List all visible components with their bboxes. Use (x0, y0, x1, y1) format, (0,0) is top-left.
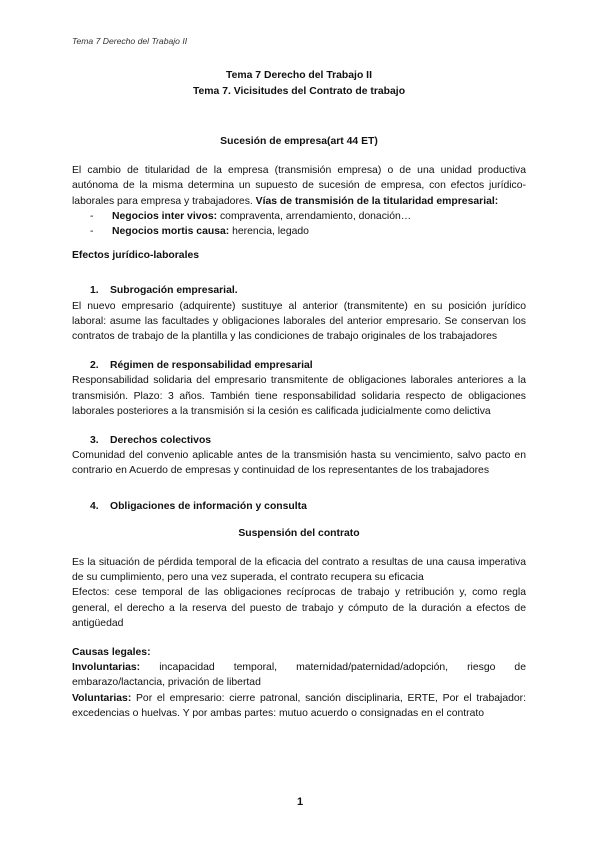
suspension-heading: Suspensión del contrato (238, 527, 360, 539)
via-text: herencia, legado (229, 226, 309, 238)
causas-involuntarias (72, 660, 526, 690)
list-item (72, 209, 526, 224)
efecto-title: Obligaciones de información y consulta (110, 500, 307, 512)
title-line-2: Tema 7. Vicisitudes del Contrato de trabajo (192, 86, 406, 97)
page-number: 1 (296, 796, 304, 808)
involuntarias-text: incapacidad temporal, maternidad/paternidad/adopción, riesgo de embarazo/lactancia, privación de libertad (72, 662, 526, 689)
via-label: Negocios inter vivos: (112, 210, 218, 222)
title-line-1: Tema 7 Derecho del Trabajo II (226, 70, 372, 81)
sucesion-intro-text: El cambio de titularidad de la empresa (transmisión empresa) o de una unidad productiva autónoma de la misma determina un supuesto de sucesión de empresa, con efectos jurídico-laborales para empresa y trabajadores. (72, 165, 526, 207)
efecto-1-body: El nuevo empresario (adquirente) sustituye al anterior (transmitente) en su posición jurídico laboral: asume las facultades y obligaciones laborales del anterior empresario. Se conservan los contratos de trabajo de la plantilla y las condiciones de trabajo originales de los trabajadores (72, 300, 526, 343)
via-text: compraventa, arrendamiento, donación… (217, 210, 412, 222)
document-title (72, 68, 526, 100)
efectos-heading: Efectos jurídico-laborales (72, 250, 200, 262)
running-header: Tema 7 Derecho del Trabajo II (72, 36, 188, 46)
efecto-2-heading (72, 358, 526, 373)
voluntarias-text: Por el empresario: cierre patronal, sanción disciplinaria, ERTE, Por el trabajador: excedencias o huelvas. Y por ambas partes: mutuo acuerdo o consignadas en el contrato (72, 692, 526, 719)
efecto-number: 3. (90, 435, 99, 447)
efecto-3-heading (72, 433, 526, 448)
via-label: Negocios mortis causa: (112, 226, 230, 238)
suspension-effects: Efectos: cese temporal de las obligaciones recíprocas de trabajo y retribución y, como regla general, el derecho a la reserva del puesto de trabajo y cómputo de la duración a efectos de antigüedad (72, 587, 526, 629)
suspension-definition: Es la situación de pérdida temporal de la eficacia del contrato a resultas de una causa imperativa de su cumplimiento, pero una vez superada, el contrato recupera su eficacia (72, 557, 526, 584)
sucesion-heading: Sucesión de empresa(art 44 ET) (220, 136, 378, 147)
sucesion-intro (72, 163, 526, 209)
efecto-4-heading (72, 499, 526, 514)
dash-bullet: - (90, 210, 94, 222)
efecto-3-body: Comunidad del convenio aplicable antes de la transmisión hasta su vencimiento, salvo pacto en contrario en Acuerdo de empresas y continuidad de los representantes de los trabajadores (72, 450, 526, 477)
efecto-title: Régimen de responsabilidad empresarial (110, 360, 313, 372)
efecto-1-heading (72, 283, 526, 298)
efecto-2-body: Responsabilidad solidaria del empresario transmitente de obligaciones laborales anteriores a la transmisión. Plazo: 3 años. También tiene responsabilidad solidaria respecto de obligaciones laborales posteriores a la transmisión si la cesión es calificada judicialmente como delictiva (72, 375, 526, 417)
causas-heading: Causas legales: (72, 647, 151, 659)
dash-bullet: - (90, 226, 94, 238)
efecto-number: 1. (90, 285, 99, 297)
list-item (72, 224, 526, 239)
voluntarias-label: Voluntarias: (72, 692, 132, 704)
page-content (72, 68, 526, 721)
vias-list (72, 209, 526, 239)
efecto-number: 4. (90, 500, 99, 512)
efecto-number: 2. (90, 360, 99, 372)
efecto-title: Derechos colectivos (110, 435, 212, 447)
sucesion-intro-bold: Vías de transmisión de la titularidad empresarial: (255, 195, 499, 207)
causas-voluntarias (72, 691, 526, 721)
efecto-title: Subrogación empresarial. (110, 285, 238, 297)
involuntarias-label: Involuntarias: (72, 662, 141, 674)
